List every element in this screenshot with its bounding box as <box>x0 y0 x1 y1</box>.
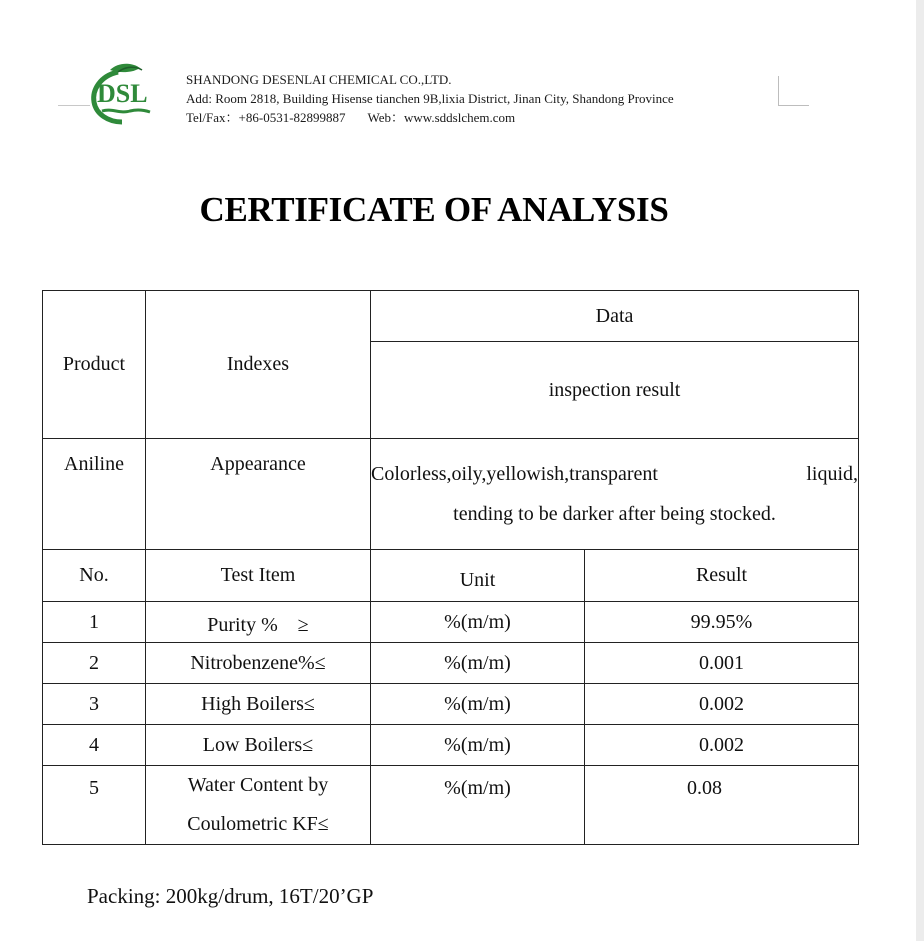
row-result: 99.95% <box>585 602 859 643</box>
logo-wave <box>102 110 150 112</box>
product-index: Appearance <box>146 439 371 550</box>
row-unit: %(m/m) <box>371 725 585 766</box>
row-item-line: Water Content by <box>187 774 329 796</box>
company-name: SHANDONG DESENLAI CHEMICAL CO.,LTD. <box>186 72 452 87</box>
header-corner-mark <box>778 76 809 106</box>
row-unit: %(m/m) <box>371 602 585 643</box>
row-item <box>146 766 371 845</box>
description-line: tending to be darker after being stocked. <box>453 503 776 525</box>
company-logo <box>88 60 176 126</box>
row-item: Purity % ≥ <box>146 602 371 643</box>
row-item: Low Boilers≤ <box>146 725 371 766</box>
company-address: Add: Room 2818, Building Hisense tianchen 9B,lixia District, Jinan City, Shandong Province <box>186 91 674 106</box>
table-row <box>43 725 859 766</box>
header-inspection-result: inspection result <box>371 342 859 439</box>
row-item: Nitrobenzene%≤ <box>146 643 371 684</box>
scrollbar-track[interactable] <box>916 0 924 941</box>
page-title: CERTIFICATE OF ANALYSIS <box>199 190 669 229</box>
analysis-table <box>42 290 859 845</box>
row-no: 3 <box>43 684 146 725</box>
row-no: 1 <box>43 602 146 643</box>
logo-text: DSL <box>97 79 148 108</box>
row-item: High Boilers≤ <box>146 684 371 725</box>
table-row <box>43 684 859 725</box>
table-row <box>43 643 859 684</box>
website: Web：www.sddslchem.com <box>367 110 516 125</box>
row-item-line: Coulometric KF≤ <box>187 813 329 835</box>
packing-info: Packing: 200kg/drum, 16T/20’GP <box>87 884 374 908</box>
row-result: 0.001 <box>585 643 859 684</box>
column-no: No. <box>43 550 146 602</box>
tel-fax: Tel/Fax：+86-0531-82899887 <box>186 110 346 125</box>
description-line: Colorless,oily,yellowish,transparent liquid, <box>371 463 859 485</box>
column-result: Result <box>585 550 859 602</box>
row-result: 0.002 <box>585 684 859 725</box>
column-unit: Unit <box>371 550 585 602</box>
header-rule-left <box>58 105 90 106</box>
header-indexes: Indexes <box>146 291 371 439</box>
row-no: 2 <box>43 643 146 684</box>
row-unit: %(m/m) <box>371 643 585 684</box>
row-unit: %(m/m) <box>371 766 585 845</box>
column-test-item: Test Item <box>146 550 371 602</box>
table-row <box>43 766 859 845</box>
row-no: 4 <box>43 725 146 766</box>
appearance-description <box>371 439 859 550</box>
product-name: Aniline <box>43 439 146 550</box>
company-info <box>186 70 674 127</box>
row-unit: %(m/m) <box>371 684 585 725</box>
row-result: 0.002 <box>585 725 859 766</box>
row-result: 0.08 <box>585 766 859 845</box>
table-row <box>43 602 859 643</box>
row-no: 5 <box>43 766 146 845</box>
header-data: Data <box>371 291 859 342</box>
header-product: Product <box>43 291 146 439</box>
company-contact <box>186 108 674 127</box>
